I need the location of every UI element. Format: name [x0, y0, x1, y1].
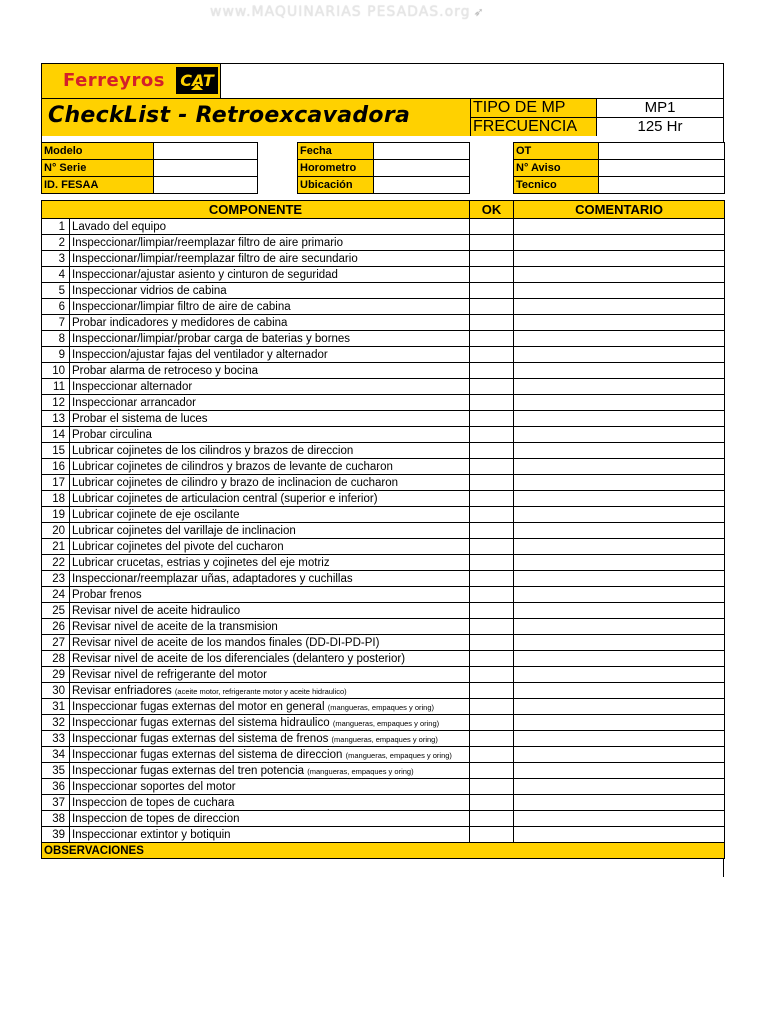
- comentario-cell[interactable]: [514, 715, 725, 731]
- item-text: Revisar nivel de aceite hidraulico: [72, 604, 241, 617]
- comentario-cell[interactable]: [514, 555, 725, 571]
- ok-cell[interactable]: [470, 379, 514, 395]
- item-number: 30: [42, 683, 70, 699]
- table-row: [42, 411, 725, 427]
- table-row: [42, 395, 725, 411]
- table-row: [42, 667, 725, 683]
- serie-field[interactable]: [154, 160, 258, 177]
- item-text: Revisar nivel de refrigerante del motor: [72, 668, 267, 681]
- item-note: (mangueras, empaques y oring): [307, 766, 414, 776]
- item-description: [70, 523, 470, 539]
- item-description: [70, 379, 470, 395]
- table-row: [42, 763, 725, 779]
- item-text: Inspeccionar soportes del motor: [72, 780, 236, 793]
- comentario-cell[interactable]: [514, 763, 725, 779]
- item-text: Lubricar cojinetes de cilindros y brazos de levante de cucharon: [72, 460, 393, 473]
- item-text: Lubricar cojinete de eje oscilante: [72, 508, 240, 521]
- modelo-label: Modelo: [42, 143, 154, 160]
- modelo-field[interactable]: [154, 143, 258, 160]
- item-description: [70, 667, 470, 683]
- checklist-sheet: [41, 63, 724, 877]
- item-description: [70, 539, 470, 555]
- ok-cell[interactable]: [470, 443, 514, 459]
- item-text: Revisar enfriadores: [72, 684, 172, 697]
- table-row: [42, 603, 725, 619]
- item-text: Lubricar cojinetes del varillaje de inclinacion: [72, 524, 296, 537]
- comentario-cell[interactable]: [514, 459, 725, 475]
- item-text: Lubricar cojinetes de los cilindros y brazos de direccion: [72, 444, 354, 457]
- table-row: [42, 315, 725, 331]
- item-description: [70, 603, 470, 619]
- ok-cell[interactable]: [470, 811, 514, 827]
- comentario-cell[interactable]: [514, 427, 725, 443]
- table-row: [42, 443, 725, 459]
- ok-cell[interactable]: [470, 523, 514, 539]
- item-number: 33: [42, 731, 70, 747]
- fecha-field[interactable]: [374, 143, 470, 160]
- comentario-cell[interactable]: [514, 651, 725, 667]
- table-row: [42, 587, 725, 603]
- comentario-cell[interactable]: [514, 267, 725, 283]
- comentario-cell[interactable]: [514, 667, 725, 683]
- item-number: 2: [42, 235, 70, 251]
- ok-cell[interactable]: [470, 699, 514, 715]
- item-number: 20: [42, 523, 70, 539]
- comentario-cell[interactable]: [514, 475, 725, 491]
- item-description: [70, 779, 470, 795]
- item-text: Inspeccion/ajustar fajas del ventilador y alternador: [72, 348, 328, 361]
- item-number: 15: [42, 443, 70, 459]
- ok-cell[interactable]: [470, 827, 514, 843]
- item-text: Inspeccionar fugas externas del motor en general: [72, 700, 325, 713]
- item-description: [70, 811, 470, 827]
- ot-field[interactable]: [599, 143, 725, 160]
- item-text: Inspeccionar/limpiar filtro de aire de cabina: [72, 300, 291, 313]
- comentario-cell[interactable]: [514, 747, 725, 763]
- table-row: [42, 619, 725, 635]
- frecuencia-value[interactable]: 125 Hr: [637, 118, 683, 135]
- ok-cell[interactable]: [470, 267, 514, 283]
- table-row: [42, 475, 725, 491]
- ok-cell[interactable]: [470, 347, 514, 363]
- comentario-cell[interactable]: [514, 523, 725, 539]
- item-text: Inspeccionar arrancador: [72, 396, 197, 409]
- item-description: [70, 587, 470, 603]
- item-text: Inspeccionar vidrios de cabina: [72, 284, 227, 297]
- comentario-cell[interactable]: [514, 491, 725, 507]
- item-description: [70, 235, 470, 251]
- comentario-cell[interactable]: [514, 779, 725, 795]
- item-text: Inspeccionar/limpiar/reemplazar filtro de aire secundario: [72, 252, 358, 265]
- table-row: [42, 235, 725, 251]
- item-number: 31: [42, 699, 70, 715]
- comentario-header: COMENTARIO: [514, 201, 725, 219]
- item-text: Probar frenos: [72, 588, 142, 601]
- item-text: Inspeccionar/limpiar/reemplazar filtro de aire primario: [72, 236, 343, 249]
- item-description: [70, 827, 470, 843]
- tipo-mp-value[interactable]: MP1: [644, 99, 676, 116]
- horometro-label: Horometro: [298, 160, 374, 177]
- logo-bar: [41, 63, 724, 98]
- item-text: Inspeccionar/reemplazar uñas, adaptadores y cuchillas: [72, 572, 353, 585]
- ok-cell[interactable]: [470, 619, 514, 635]
- item-number: 36: [42, 779, 70, 795]
- item-description: [70, 507, 470, 523]
- serie-label: N° Serie: [42, 160, 154, 177]
- comentario-cell[interactable]: [514, 811, 725, 827]
- item-text: Lubricar crucetas, estrias y cojinetes del eje motriz: [72, 556, 330, 569]
- title-cell: [42, 99, 471, 136]
- table-row: [42, 379, 725, 395]
- comentario-cell[interactable]: [514, 363, 725, 379]
- item-text: Probar alarma de retroceso y bocina: [72, 364, 259, 377]
- item-text: Inspeccionar extintor y botiquin: [72, 828, 231, 841]
- ok-header: OK: [470, 201, 514, 219]
- comentario-cell[interactable]: [514, 411, 725, 427]
- table-row: [42, 699, 725, 715]
- tecnico-label: Tecnico: [514, 177, 599, 194]
- ok-cell[interactable]: [470, 331, 514, 347]
- ok-cell[interactable]: [470, 299, 514, 315]
- fecha-label: Fecha: [298, 143, 374, 160]
- idfesaa-label: ID. FESAA: [42, 177, 154, 194]
- item-description: [70, 747, 470, 763]
- table-row: [42, 683, 725, 699]
- componente-header: COMPONENTE: [42, 201, 470, 219]
- table-row: [42, 267, 725, 283]
- checklist-table: [41, 200, 725, 859]
- ok-cell[interactable]: [470, 283, 514, 299]
- comentario-cell[interactable]: [514, 395, 725, 411]
- comentario-cell[interactable]: [514, 331, 725, 347]
- item-description: [70, 699, 470, 715]
- table-row: [42, 651, 725, 667]
- ok-cell[interactable]: [470, 507, 514, 523]
- ok-cell[interactable]: [470, 795, 514, 811]
- table-row: [42, 571, 725, 587]
- ok-cell[interactable]: [470, 587, 514, 603]
- table-row: [42, 731, 725, 747]
- table-row: [42, 347, 725, 363]
- table-row: [42, 427, 725, 443]
- ok-cell[interactable]: [470, 315, 514, 331]
- item-number: 3: [42, 251, 70, 267]
- comentario-cell[interactable]: [514, 603, 725, 619]
- item-text: Probar indicadores y medidores de cabina: [72, 316, 288, 329]
- ok-cell[interactable]: [470, 219, 514, 235]
- item-number: 11: [42, 379, 70, 395]
- ok-cell[interactable]: [470, 715, 514, 731]
- item-number: 7: [42, 315, 70, 331]
- item-description: [70, 571, 470, 587]
- page-title: CheckList - Retroexcavadora: [48, 103, 411, 128]
- ok-cell[interactable]: [470, 235, 514, 251]
- table-row: [42, 555, 725, 571]
- item-description: [70, 795, 470, 811]
- table-row: [42, 747, 725, 763]
- item-text: Inspeccionar alternador: [72, 380, 193, 393]
- item-text: Inspeccion de topes de direccion: [72, 812, 240, 825]
- item-text: Inspeccionar/ajustar asiento y cinturon de seguridad: [72, 268, 338, 281]
- tecnico-field[interactable]: [599, 177, 725, 194]
- frecuencia-label: FRECUENCIA: [471, 118, 597, 136]
- table-row: [42, 251, 725, 267]
- item-text: Inspeccion de topes de cuchara: [72, 796, 235, 809]
- aviso-field[interactable]: [599, 160, 725, 177]
- ok-cell[interactable]: [470, 411, 514, 427]
- table-row: [42, 539, 725, 555]
- table-row: [42, 363, 725, 379]
- logo-bar-blank: [220, 64, 723, 98]
- ok-cell[interactable]: [470, 763, 514, 779]
- comentario-cell[interactable]: [514, 635, 725, 651]
- item-number: 25: [42, 603, 70, 619]
- ok-cell[interactable]: [470, 635, 514, 651]
- item-description: [70, 299, 470, 315]
- ok-cell[interactable]: [470, 491, 514, 507]
- cat-logo: CAT: [176, 67, 218, 94]
- item-number: 38: [42, 811, 70, 827]
- equipment-info-table: [41, 142, 725, 194]
- comentario-cell[interactable]: [514, 315, 725, 331]
- comentario-cell[interactable]: [514, 347, 725, 363]
- table-row: [42, 507, 725, 523]
- comentario-cell[interactable]: [514, 699, 725, 715]
- item-description: [70, 683, 470, 699]
- comentario-cell[interactable]: [514, 507, 725, 523]
- item-note: (mangueras, empaques y oring): [345, 750, 452, 760]
- table-row: [42, 827, 725, 843]
- item-description: [70, 731, 470, 747]
- item-description: [70, 363, 470, 379]
- item-description: [70, 491, 470, 507]
- item-number: 13: [42, 411, 70, 427]
- aviso-label: N° Aviso: [514, 160, 599, 177]
- item-number: 19: [42, 507, 70, 523]
- item-number: 9: [42, 347, 70, 363]
- ok-cell[interactable]: [470, 539, 514, 555]
- item-description: [70, 315, 470, 331]
- item-description: [70, 395, 470, 411]
- item-number: 22: [42, 555, 70, 571]
- item-number: 6: [42, 299, 70, 315]
- item-number: 28: [42, 651, 70, 667]
- item-number: 18: [42, 491, 70, 507]
- ok-cell[interactable]: [470, 731, 514, 747]
- ok-cell[interactable]: [470, 747, 514, 763]
- item-description: [70, 219, 470, 235]
- item-note: (mangueras, empaques y oring): [332, 718, 440, 728]
- item-number: 34: [42, 747, 70, 763]
- item-note: (mangueras, empaques y oring): [327, 702, 435, 712]
- item-text: Revisar nivel de aceite de la transmision: [72, 620, 278, 633]
- mp-info: [471, 99, 723, 136]
- horometro-field[interactable]: [374, 160, 470, 177]
- table-row: [42, 491, 725, 507]
- comentario-cell[interactable]: [514, 683, 725, 699]
- item-description: [70, 411, 470, 427]
- item-description: [70, 443, 470, 459]
- table-row: [42, 715, 725, 731]
- item-number: 10: [42, 363, 70, 379]
- ok-cell[interactable]: [470, 603, 514, 619]
- table-row: [42, 779, 725, 795]
- item-text: Lubricar cojinetes de cilindro y brazo de inclinacion de cucharon: [72, 476, 399, 489]
- comentario-cell[interactable]: [514, 539, 725, 555]
- ok-cell[interactable]: [470, 651, 514, 667]
- item-text: Lubricar cojinetes de articulacion central (superior e inferior): [72, 492, 378, 505]
- watermark: www.MAQUINARIAS PESADAS.org ➶: [210, 4, 485, 20]
- item-text: Revisar nivel de aceite de los mandos finales (DD-DI-PD-PI): [72, 636, 380, 649]
- item-number: 5: [42, 283, 70, 299]
- item-number: 14: [42, 427, 70, 443]
- comentario-cell[interactable]: [514, 283, 725, 299]
- tipo-mp-label: TIPO DE MP: [471, 99, 597, 117]
- table-row: [42, 331, 725, 347]
- item-description: [70, 635, 470, 651]
- ok-cell[interactable]: [470, 555, 514, 571]
- item-number: 26: [42, 619, 70, 635]
- item-description: [70, 475, 470, 491]
- table-row: [42, 795, 725, 811]
- comentario-cell[interactable]: [514, 219, 725, 235]
- item-number: 24: [42, 587, 70, 603]
- ferreyros-logo: Ferreyros: [63, 70, 165, 91]
- item-number: 17: [42, 475, 70, 491]
- comentario-cell[interactable]: [514, 731, 725, 747]
- item-description: [70, 267, 470, 283]
- item-number: 21: [42, 539, 70, 555]
- item-number: 4: [42, 267, 70, 283]
- item-number: 16: [42, 459, 70, 475]
- item-number: 35: [42, 763, 70, 779]
- table-row: [42, 635, 725, 651]
- item-number: 23: [42, 571, 70, 587]
- comentario-cell[interactable]: [514, 443, 725, 459]
- ok-cell[interactable]: [470, 395, 514, 411]
- observaciones-label: OBSERVACIONES: [42, 843, 725, 859]
- cursor-icon: ➶: [473, 5, 485, 19]
- item-note: (mangueras, empaques y oring): [331, 734, 438, 744]
- item-description: [70, 651, 470, 667]
- item-text: Inspeccionar fugas externas del sistema de direccion: [72, 748, 343, 761]
- title-row: [41, 98, 724, 136]
- item-description: [70, 459, 470, 475]
- ok-cell[interactable]: [470, 571, 514, 587]
- table-row: [42, 523, 725, 539]
- item-text: Lavado del equipo: [72, 220, 166, 233]
- comentario-cell[interactable]: [514, 619, 725, 635]
- item-number: 12: [42, 395, 70, 411]
- table-row: [42, 283, 725, 299]
- item-number: 32: [42, 715, 70, 731]
- item-text: Probar el sistema de luces: [72, 412, 208, 425]
- ubicacion-label: Ubicación: [298, 177, 374, 194]
- item-number: 39: [42, 827, 70, 843]
- item-number: 8: [42, 331, 70, 347]
- comentario-cell[interactable]: [514, 827, 725, 843]
- comentario-cell[interactable]: [514, 795, 725, 811]
- comentario-cell[interactable]: [514, 587, 725, 603]
- item-text: Inspeccionar fugas externas del sistema de frenos: [72, 732, 329, 745]
- item-text: Revisar nivel de aceite de los diferenciales (delantero y posterior): [72, 652, 406, 665]
- idfesaa-field[interactable]: [154, 177, 258, 194]
- ok-cell[interactable]: [470, 251, 514, 267]
- ok-cell[interactable]: [470, 475, 514, 491]
- item-description: [70, 715, 470, 731]
- item-description: [70, 347, 470, 363]
- item-description: [70, 763, 470, 779]
- item-note: (aceite motor, refrigerante motor y aceite hidraulico): [174, 686, 347, 696]
- item-number: 37: [42, 795, 70, 811]
- table-row: [42, 219, 725, 235]
- item-description: [70, 331, 470, 347]
- comentario-cell[interactable]: [514, 379, 725, 395]
- item-description: [70, 283, 470, 299]
- table-row: [42, 459, 725, 475]
- item-description: [70, 251, 470, 267]
- comentario-cell[interactable]: [514, 251, 725, 267]
- item-number: 27: [42, 635, 70, 651]
- ot-label: OT: [514, 143, 599, 160]
- ok-cell[interactable]: [470, 427, 514, 443]
- item-description: [70, 427, 470, 443]
- table-row: [42, 811, 725, 827]
- comentario-cell[interactable]: [514, 235, 725, 251]
- ok-cell[interactable]: [470, 683, 514, 699]
- ok-cell[interactable]: [470, 779, 514, 795]
- ok-cell[interactable]: [470, 667, 514, 683]
- comentario-cell[interactable]: [514, 571, 725, 587]
- item-text: Lubricar cojinetes del pivote del cucharon: [72, 540, 284, 553]
- item-description: [70, 555, 470, 571]
- ok-cell[interactable]: [470, 363, 514, 379]
- item-description: [70, 619, 470, 635]
- item-text: Inspeccionar/limpiar/probar carga de baterias y bornes: [72, 332, 351, 345]
- ubicacion-field[interactable]: [374, 177, 470, 194]
- item-text: Inspeccionar fugas externas del tren potencia: [72, 764, 305, 777]
- item-text: Probar circulina: [72, 428, 152, 441]
- item-number: 1: [42, 219, 70, 235]
- table-row: [42, 299, 725, 315]
- comentario-cell[interactable]: [514, 299, 725, 315]
- item-text: Inspeccionar fugas externas del sistema hidraulico: [72, 716, 330, 729]
- item-number: 29: [42, 667, 70, 683]
- ok-cell[interactable]: [470, 459, 514, 475]
